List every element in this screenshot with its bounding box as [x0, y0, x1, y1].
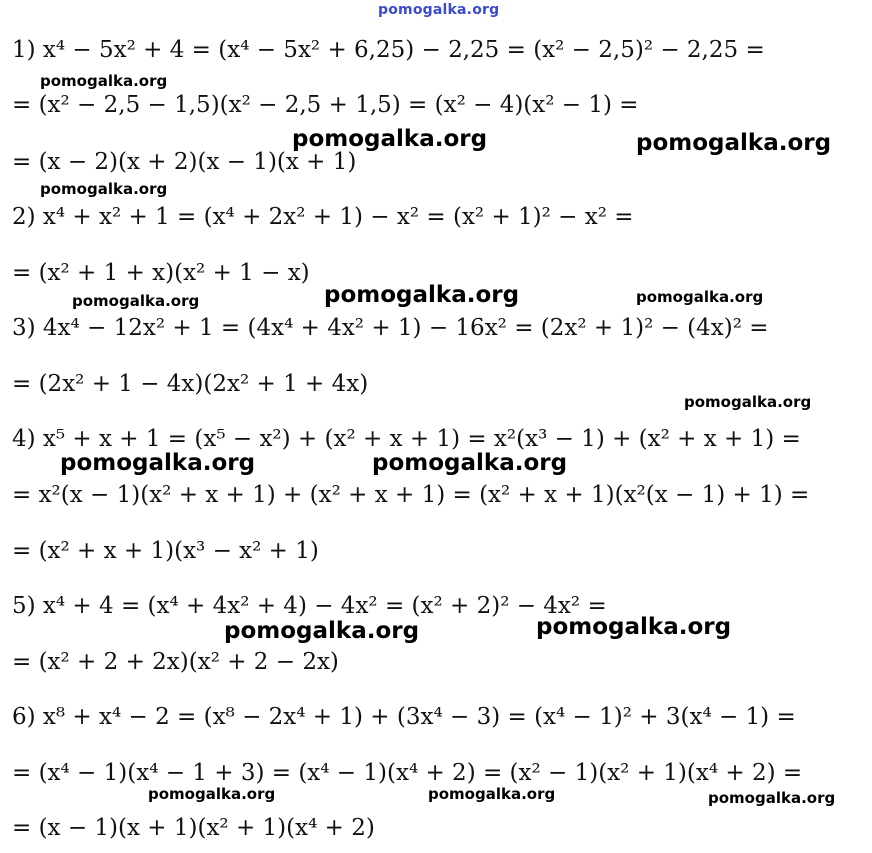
math-line-7: = (2x² + 1 − 4x)(2x² + 1 + 4x) — [12, 371, 369, 397]
math-line-4: 2) x⁴ + x² + 1 = (x⁴ + 2x² + 1) − x² = (x² + 1)² − x² = — [12, 204, 634, 230]
watermark: pomogalka.org — [60, 450, 256, 476]
math-line-8: 4) x⁵ + x + 1 = (x⁵ − x²) + (x² + x + 1) = x²(x³ − 1) + (x² + x + 1) = — [12, 426, 801, 452]
math-line-2: = (x² − 2,5 − 1,5)(x² − 2,5 + 1,5) = (x² − 4)(x² − 1) = — [12, 92, 639, 118]
site-link[interactable]: pomogalka.org — [378, 2, 500, 18]
watermark: pomogalka.org — [324, 282, 520, 308]
watermark: pomogalka.org — [292, 126, 488, 152]
watermark: pomogalka.org — [372, 450, 568, 476]
math-line-6: 3) 4x⁴ − 12x² + 1 = (4x⁴ + 4x² + 1) − 16x² = (2x² + 1)² − (4x)² = — [12, 315, 769, 341]
watermark: pomogalka.org — [148, 785, 276, 803]
math-line-9: = x²(x − 1)(x² + x + 1) + (x² + x + 1) = (x² + x + 1)(x²(x − 1) + 1) = — [12, 482, 810, 508]
math-line-5: = (x² + 1 + x)(x² + 1 − x) — [12, 260, 310, 286]
math-line-12: = (x² + 2 + 2x)(x² + 2 − 2x) — [12, 649, 339, 675]
watermark: pomogalka.org — [72, 292, 200, 310]
watermark: pomogalka.org — [536, 614, 732, 640]
watermark: pomogalka.org — [428, 785, 556, 803]
watermark: pomogalka.org — [224, 618, 420, 644]
math-line-15: = (x − 1)(x + 1)(x² + 1)(x⁴ + 2) — [12, 815, 375, 841]
math-line-10: = (x² + x + 1)(x³ − x² + 1) — [12, 538, 319, 564]
watermark: pomogalka.org — [708, 789, 836, 807]
math-line-1: 1) x⁴ − 5x² + 4 = (x⁴ − 5x² + 6,25) − 2,25 = (x² − 2,5)² − 2,25 = — [12, 37, 765, 63]
math-line-3: = (x − 2)(x + 2)(x − 1)(x + 1) — [12, 149, 357, 175]
watermark: pomogalka.org — [40, 180, 168, 198]
math-line-11: 5) x⁴ + 4 = (x⁴ + 4x² + 4) − 4x² = (x² + 2)² − 4x² = — [12, 593, 607, 619]
watermark: pomogalka.org — [684, 393, 812, 411]
watermark: pomogalka.org — [636, 130, 832, 156]
watermark: pomogalka.org — [636, 288, 764, 306]
math-line-14: = (x⁴ − 1)(x⁴ − 1 + 3) = (x⁴ − 1)(x⁴ + 2) = (x² − 1)(x² + 1)(x⁴ + 2) = — [12, 760, 803, 786]
math-line-13: 6) x⁸ + x⁴ − 2 = (x⁸ − 2x⁴ + 1) + (3x⁴ − 3) = (x⁴ − 1)² + 3(x⁴ − 1) = — [12, 704, 796, 730]
watermark: pomogalka.org — [40, 72, 168, 90]
